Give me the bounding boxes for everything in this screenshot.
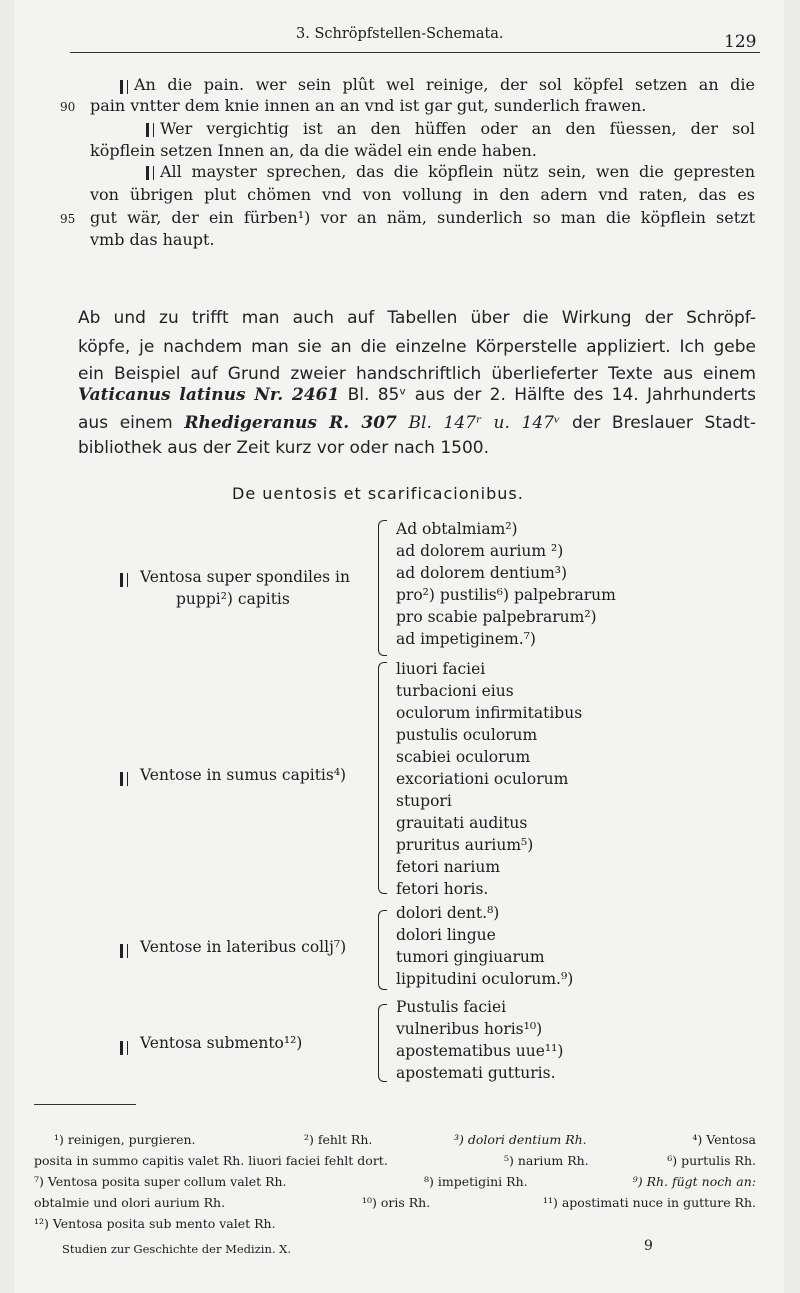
footnote: ⁵) narium Rh. [504,1153,589,1168]
list-item: grauitati auditus [396,814,528,832]
list-item: pustulis oculorum [396,726,538,744]
poem-line: köpflein setzen Innen an, da die wädel ein ende haben. [90,141,537,160]
list-item: scabiei oculorum [396,748,531,766]
poem-line: gut wär, der ein fürben¹) vor an näm, sunderlich so man die köpflein setzt [90,208,755,227]
pilcrow-icon [120,772,128,786]
list-item: Pustulis faciei [396,998,507,1016]
poem-line: pain vntter dem knie innen an an vnd ist gar gut, sunderlich frawen. [90,96,647,115]
footnote: ¹) reinigen, purgieren. [54,1132,196,1147]
list-item: dolori dent.⁸) [396,904,500,922]
poem-line: vmb das haupt. [90,230,215,249]
brace [378,910,387,990]
body-text: aus einem [78,413,173,433]
body-line: Ab und zu trifft man auch auf Tabellen über die Wirkung der Schröpf- [78,308,756,328]
line-number: 95 [60,212,76,226]
list-item: turbacioni eius [396,682,514,700]
pilcrow-icon [120,573,128,587]
list-item: liuori faciei [396,660,486,678]
list-item: Ad obtalmiam²) [396,520,518,538]
running-header: 3. Schröpfstellen-Schemata. [296,26,504,42]
poem-line: An die pain. wer sein plût wel reinige, der sol köpfel setzen an die [134,75,755,94]
list-item: pro scabie palpebrarum²) [396,608,597,626]
pilcrow-icon [120,944,128,958]
pilcrow-icon [120,80,128,94]
footnote: ⁸) impetigini Rh. [424,1174,528,1189]
body-text: Bl. 85ᵛ aus der 2. Hälfte des 14. Jahrhunderts [347,385,756,405]
footnote: ⁷) Ventosa posita super collum valet Rh. [34,1174,287,1189]
line-number: 90 [60,100,76,114]
series-footer: Studien zur Geschichte der Medizin. X. [62,1242,292,1256]
manuscript-rhedigeranus: Rhedigeranus R. 307 [184,413,397,433]
pilcrow-icon [146,166,154,180]
group-label: Ventosa submento¹²) [140,1034,303,1052]
list-item: pro²) pustilis⁶) palpebrarum [396,586,616,604]
table-title: De uentosis et scarificacionibus. [232,484,524,503]
footnote: ¹⁰) oris Rh. [362,1195,431,1210]
body-line-4 [78,383,756,407]
footnote: ³) dolori dentium Rh. [454,1132,587,1147]
manuscript-vaticanus: Vaticanus latinus Nr. 2461 [78,385,340,405]
list-item: apostematibus uue¹¹) [396,1042,564,1060]
footnote: ⁶) purtulis Rh. [667,1153,756,1168]
footnote: ⁴) Ventosa [692,1132,756,1147]
list-item: ad dolorem dentium³) [396,564,568,582]
footnote: obtalmie und olori aurium Rh. [34,1195,226,1210]
footnote: posita in summo capitis valet Rh. liuori faciei fehlt dort. [34,1153,388,1168]
body-line: bibliothek aus der Zeit kurz vor oder nach 1500. [78,438,489,458]
folio-reference: Bl. 147ʳ u. 147ᵛ [408,413,561,433]
footnote: ¹¹) apostimati nuce in gutture Rh. [542,1195,756,1210]
signature-mark: 9 [644,1238,653,1254]
footnote: ⁹) Rh. fügt noch an: [632,1174,756,1189]
group-label: Ventose in lateribus collj⁷) [140,938,347,956]
body-line: köpfe, je nachdem man sie an die einzelne Körperstelle appliziert. Ich gebe [78,337,756,357]
brace [378,662,387,894]
poem-line: von übrigen plut chömen vnd von vollung in den adern vnd raten, das es [90,185,755,204]
brace [378,520,387,656]
group-label: Ventosa super spondiles in [140,568,350,586]
list-item: stupori [396,792,452,810]
list-item: fetori narium [396,858,501,876]
body-line: ein Beispiel auf Grund zweier handschriftlich überlieferter Texte aus einem [78,364,756,384]
footnote: ²) fehlt Rh. [304,1132,373,1147]
list-item: vulneribus horis¹⁰) [396,1020,543,1038]
footnote: ¹²) Ventosa posita sub mento valet Rh. [34,1216,276,1231]
body-line-5 [78,411,756,435]
group-label: Ventose in sumus capitis⁴) [140,766,347,784]
list-item: apostemati gutturis. [396,1064,556,1082]
list-item: dolori lingue [396,926,496,944]
list-item: ad impetiginem.⁷) [396,630,536,648]
pilcrow-icon [146,123,154,137]
poem-line: All mayster sprechen, das die köpflein nütz sein, wen die gepresten [160,162,755,181]
poem-line: Wer vergichtig ist an den hüffen oder an den füessen, der sol [160,119,755,138]
list-item: pruritus aurium⁵) [396,836,534,854]
body-text: der Breslauer Stadt- [572,413,757,433]
list-item: oculorum infirmitatibus [396,704,583,722]
list-item: excoriationi oculorum [396,770,569,788]
list-item: tumori gingiuarum [396,948,545,966]
header-rule [70,52,760,53]
list-item: lippitudini oculorum.⁹) [396,970,574,988]
brace [378,1004,387,1082]
page-number: 129 [724,32,757,52]
pilcrow-icon [120,1041,128,1055]
list-item: fetori horis. [396,880,489,898]
group-label: puppi²) capitis [176,590,290,608]
footnote-rule [34,1104,136,1105]
list-item: ad dolorem aurium ²) [396,542,564,560]
